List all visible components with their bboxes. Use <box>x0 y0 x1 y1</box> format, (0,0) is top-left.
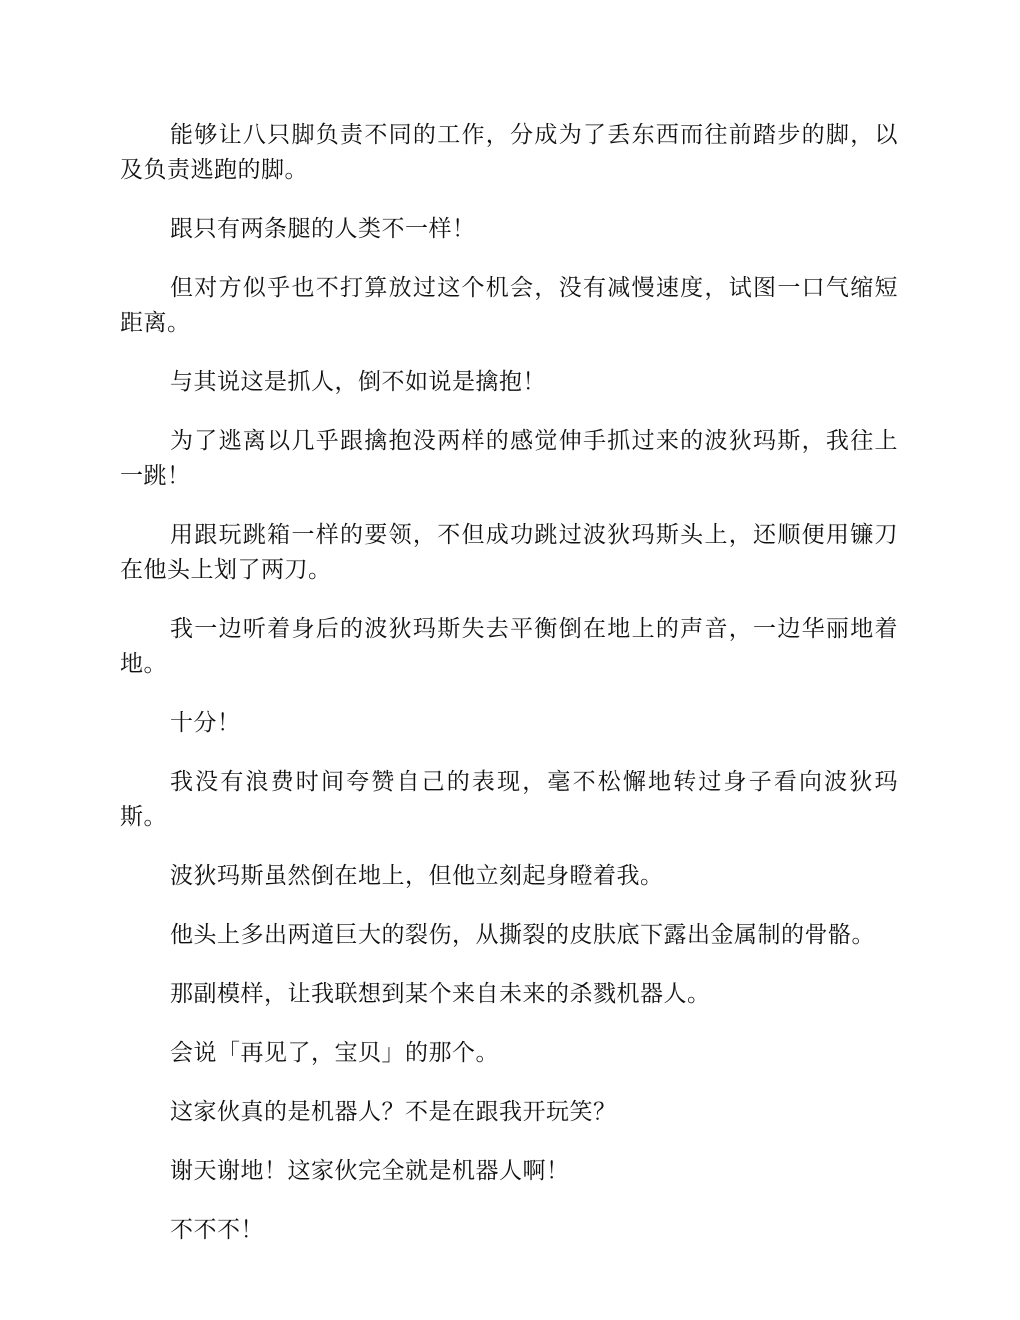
paragraph: 跟只有两条腿的人类不一样！ <box>170 216 476 242</box>
paragraph: 能够让八只脚负责不同的工作，分成为了丢东西而往前踏步的脚，以及负责逃跑的脚。 <box>120 122 898 183</box>
paragraph: 用跟玩跳箱一样的要领，不但成功跳过波狄玛斯头上，还顺便用镰刀在他头上划了两刀。 <box>120 522 898 583</box>
paragraph: 谢天谢地！这家伙完全就是机器人啊！ <box>170 1158 570 1184</box>
paragraph: 与其说这是抓人，倒不如说是擒抱！ <box>170 369 546 395</box>
paragraph: 但对方似乎也不打算放过这个机会，没有减慢速度，试图一口气缩短距离。 <box>120 275 898 336</box>
paragraph: 这家伙真的是机器人？不是在跟我开玩笑？ <box>170 1099 617 1125</box>
paragraph: 会说「再见了，宝贝」的那个。 <box>170 1040 499 1066</box>
paragraph: 波狄玛斯虽然倒在地上，但他立刻起身瞪着我。 <box>170 863 664 889</box>
paragraph: 我没有浪费时间夸赞自己的表现，毫不松懈地转过身子看向波狄玛斯。 <box>120 769 898 830</box>
paragraph: 我一边听着身后的波狄玛斯失去平衡倒在地上的声音，一边华丽地着地。 <box>120 616 898 677</box>
paragraph: 那副模样，让我联想到某个来自未来的杀戮机器人。 <box>170 981 711 1007</box>
document-page <box>120 118 898 1272</box>
paragraph: 不不不！ <box>170 1217 264 1243</box>
paragraph: 他头上多出两道巨大的裂伤，从撕裂的皮肤底下露出金属制的骨骼。 <box>170 922 875 948</box>
paragraph: 十分！ <box>170 710 241 736</box>
paragraph: 为了逃离以几乎跟擒抱没两样的感觉伸手抓过来的波狄玛斯，我往上一跳！ <box>120 428 898 489</box>
